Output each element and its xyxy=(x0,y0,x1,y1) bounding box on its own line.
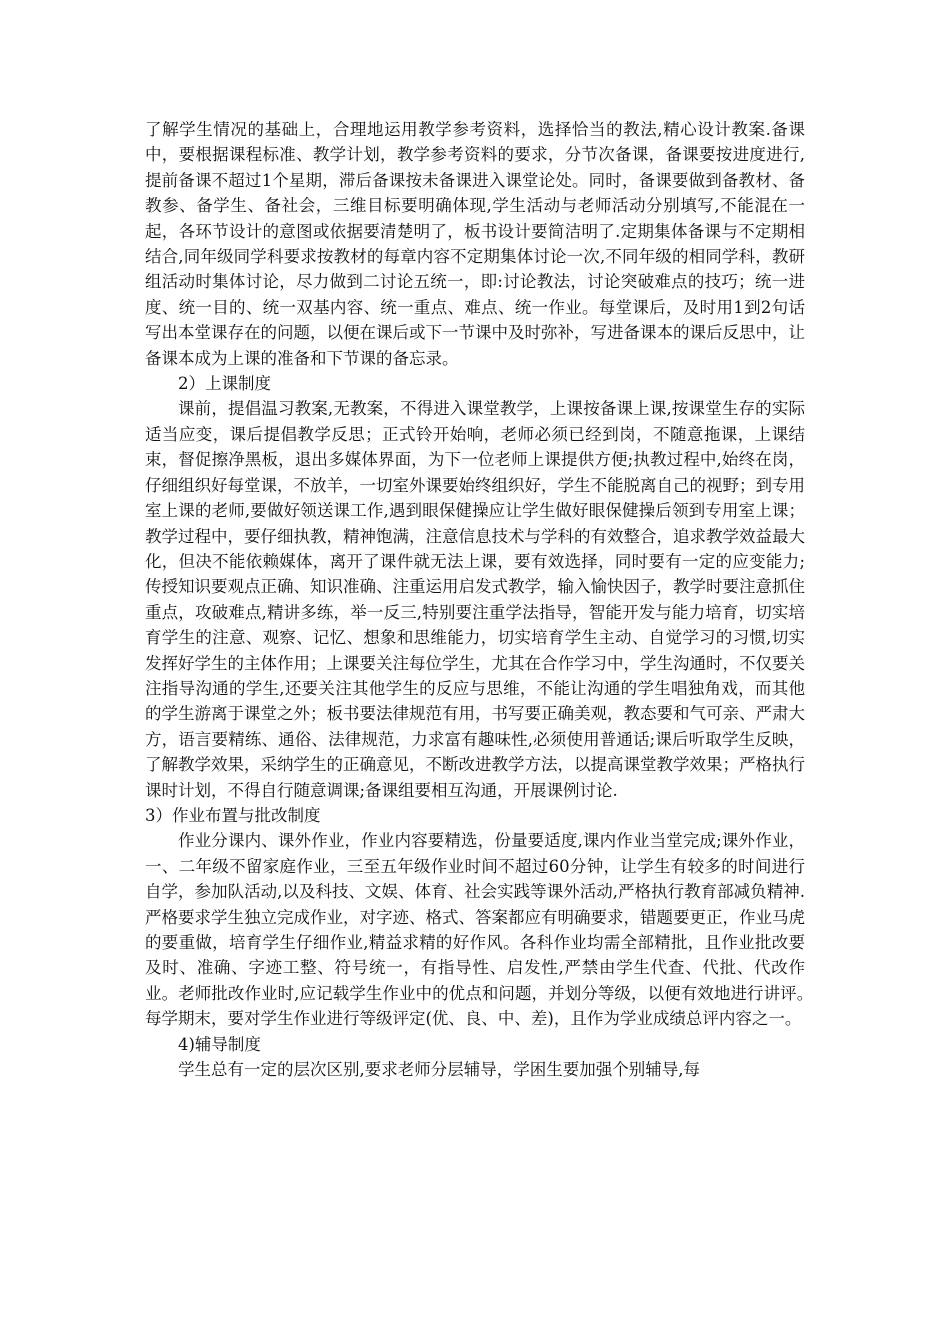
homework-system-paragraph: 作业分课内、课外作业，作业内容要精选，份量要适度,课内作业当堂完成;课外作业，一、二年级不留家庭作业，三至五年级作业时间不超过60分钟，让学生有较多的时间进行自学，参加队活动,以及科技、文娱、体育、社会实践等课外活动,严格执行教育部减负精神.严格要求学生独立完成作业，对字迹、格式、答案都应有明确要求，错题要更正，作业马虎的要重做，培育学生仔细作业,精益求精的好作风。各科作业均需全部精批，且作业批改要及时、准确、字迹工整、符号统一，有指导性、启发性,严禁由学生代查、代批、代改作业。老师批改作业时,应记载学生作业中的优点和问题，并划分等级，以便有效地进行讲评。 每学期末，要对学生作业进行等级评定(优、良、中、差)，且作为学业成绩总评内容之一。 xyxy=(145,831,822,1029)
section-heading-class-system: 2）上课制度 xyxy=(178,374,271,394)
section-heading-homework-system: 3）作业布置与批改制度 xyxy=(145,805,321,825)
lesson-prep-paragraph: 了解学生情况的基础上，合理地运用教学参考资料，选择恰当的教法,精心设计教案.备课中，要根据课程标准、教学计划，教学参考资料的要求，分节次备课，备课要按进度进行,提前备课不超过1个星期，滞后备课按未备课进入课堂论处。同时，备课要做到备教材、备教参、备学生、备社会，三维目标要明确体现,学生活动与老师活动分别填写,不能混在一起，各环节设计的意图或依据要清楚明了，板书设计要简洁明了.定期集体备课与不定期相结合,同年级同学科要求按教材的每章内容不定期集体讨论一次,不同年级的相同学科，教研组活动时集体讨论，尽力做到二讨论五统一，即:讨论教法，讨论突破难点的技巧；统一进度、统一目的、统一双基内容、统一重点、难点、统一作业。每堂课后，及时用1到2句话写出本堂课存在的问题，以便在课后或下一节课中及时弥补，写进备课本的课后反思中，让备课本成为上课的准备和下节课的备忘录。 xyxy=(145,120,805,368)
document-page xyxy=(145,117,822,1082)
tutoring-system-paragraph: 学生总有一定的层次区别,要求老师分层辅导，学困生要加强个别辅导,每 xyxy=(178,1060,700,1080)
class-system-paragraph: 课前，提倡温习教案,无教案，不得进入课堂教学，上课按备课上课,按课堂生存的实际适当应变，课后提倡教学反思；正式铃开始响，老师必须已经到岗，不随意拖课，上课结束，督促擦净黑板，退出多媒体界面，为下一位老师上课提供方便;执教过程中,始终在岗，仔细组织好每堂课，不放羊，一切室外课要始终组织好，学生不能脱离自己的视野；到专用室上课的老师,要做好领送课工作,遇到眼保健操应让学生做好眼保健操后领到专用室上课；教学过程中，要仔细执教，精神饱满，注意信息技术与学科的有效整合，追求教学效益最大化，但决不能依赖媒体，离开了课件就无法上课，要有效选择，同时要有一定的应变能力;传授知识要观点正确、知识准确、注重运用启发式教学，输入愉快因子，教学时要注意抓住重点，攻破难点,精讲多练，举一反三,特别要注重学法指导，智能开发与能力培育，切实培育学生的注意、观察、记忆、想象和思维能力，切实培育学生主动、自觉学习的习惯,切实发挥好学生的主体作用；上课要关注每位学生，尤其在合作学习中，学生沟通时，不仅要关注指导沟通的学生,还要关注其他学生的反应与思维，不能让沟通的学生唱独角戏，而其他的学生游离于课堂之外；板书要法律规范有用，书写要正确美观，教态要和气可亲、严肃大方，语言要精练、通俗、法律规范，力求富有趣味性,必须使用普通话;课后听取学生反映，了解教学效果，采纳学生的正确意见，不断改进教学方法，以提高课堂教学效果；严格执行课时计划，不得自行随意调课;备课组要相互沟通，开展课例讨论. xyxy=(145,399,805,800)
section-heading-tutoring-system: 4)辅导制度 xyxy=(178,1034,261,1054)
